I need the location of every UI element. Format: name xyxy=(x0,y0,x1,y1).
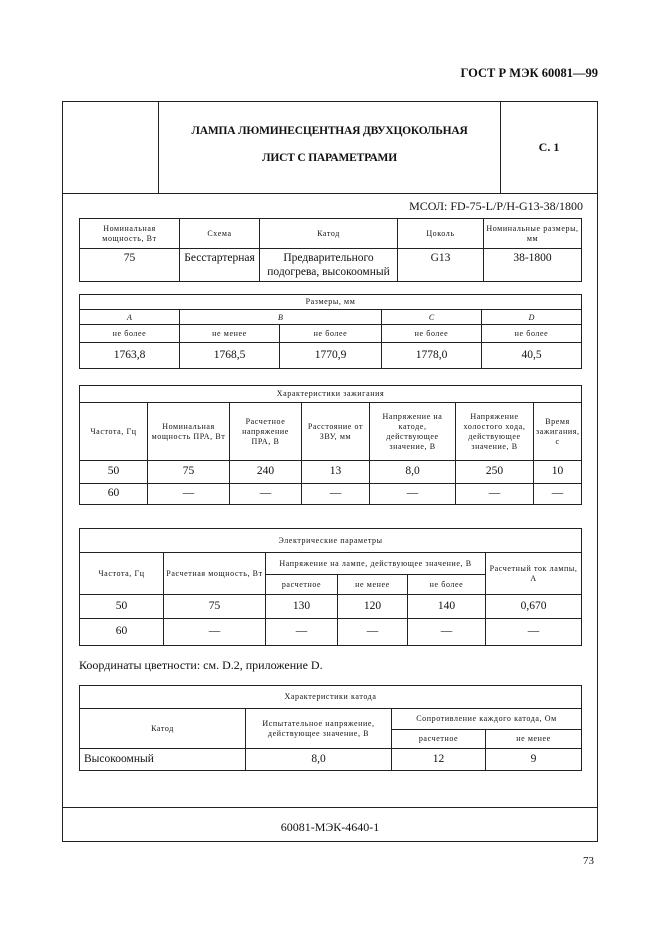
table-header-cell: Сопротивление каждого катода, Ом xyxy=(392,709,582,730)
table-cell: 10 xyxy=(534,461,582,484)
page-number: 73 xyxy=(583,855,594,867)
table-cell: — xyxy=(408,619,486,646)
title-block-page: С. 1 xyxy=(538,140,560,154)
table-cell: 75 xyxy=(148,461,230,484)
dimension-letter: C xyxy=(382,310,482,325)
table-cell: — xyxy=(266,619,338,646)
title-line-1: ЛАМПА ЛЮМИНЕСЦЕНТНАЯ ДВУХЦОКОЛЬНАЯ xyxy=(191,125,468,137)
table-header-cell: Напряжение на катоде, действующее значение, В xyxy=(370,403,456,461)
table-title: Электрические параметры xyxy=(80,529,582,553)
table-header-cell: Напряжение на лампе, действующее значение, В xyxy=(266,553,486,575)
footer-code: 60081-МЭК-4640-1 xyxy=(280,820,380,834)
table-cell: 13 xyxy=(302,461,370,484)
table-header-cell: Время зажигания, с xyxy=(534,403,582,461)
table-header-cell: Номинальная мощность ПРА, Вт xyxy=(148,403,230,461)
dimensions-table xyxy=(79,294,582,369)
lamp-designation: МСОЛ: FD-75-L/P/H-G13-38/1800 xyxy=(409,199,583,213)
table-cell: 60 xyxy=(80,619,164,646)
table-cell: — xyxy=(370,484,456,505)
table-cell: 1763,8 xyxy=(80,343,180,369)
limit-label: не более xyxy=(80,325,180,343)
table-cell: 60 xyxy=(80,484,148,505)
table-cell: — xyxy=(164,619,266,646)
table-cell: 130 xyxy=(266,595,338,619)
dimension-letter: D xyxy=(482,310,582,325)
footer-divider xyxy=(63,807,597,808)
table-header-cell: Схема xyxy=(180,219,260,249)
title-block xyxy=(63,102,597,194)
table-title: Характеристики зажигания xyxy=(80,386,582,403)
table-cell: 8,0 xyxy=(246,749,392,771)
table-cell: — xyxy=(456,484,534,505)
table-cell: Высокоомный xyxy=(80,749,246,771)
table-title: Характеристики катода xyxy=(80,686,582,709)
table-header-cell: Номинальная мощность, Вт xyxy=(80,219,180,249)
table-header-cell: Расчетная мощность, Вт xyxy=(164,553,266,595)
table-header-cell: Напряжение холостого хода, действующее значение, В xyxy=(456,403,534,461)
table-header-cell: Номинальные размеры, мм xyxy=(484,219,582,249)
limit-label: не более xyxy=(280,325,382,343)
table-cell: 50 xyxy=(80,595,164,619)
table-cell: — xyxy=(230,484,302,505)
title-block-left-cell xyxy=(63,102,159,193)
table-cell: — xyxy=(534,484,582,505)
table-subheader-cell: не менее xyxy=(338,575,408,595)
table-cell: 1770,9 xyxy=(280,343,382,369)
electrical-parameters-table xyxy=(79,528,582,646)
table-cell: G13 xyxy=(398,249,484,282)
dimension-letter: B xyxy=(180,310,382,325)
ignition-characteristics-table xyxy=(79,385,582,505)
limit-label: не более xyxy=(382,325,482,343)
table-cell: 140 xyxy=(408,595,486,619)
table-cell: 12 xyxy=(392,749,486,771)
table-cell: Предварительного подогрева, высокоомный xyxy=(260,249,398,282)
cathode-characteristics-table xyxy=(79,685,582,771)
main-parameters-table xyxy=(79,218,582,282)
table-cell: 75 xyxy=(80,249,180,282)
table-header-cell: Испытательное напряжение, действующее значение, В xyxy=(246,709,392,749)
table-subheader-cell: расчетное xyxy=(392,730,486,749)
table-cell: 1778,0 xyxy=(382,343,482,369)
title-line-2: ЛИСТ С ПАРАМЕТРАМИ xyxy=(262,152,397,164)
table-cell: 75 xyxy=(164,595,266,619)
table-cell: 50 xyxy=(80,461,148,484)
table-cell: 240 xyxy=(230,461,302,484)
table-header-cell: Катод xyxy=(260,219,398,249)
table-cell: — xyxy=(338,619,408,646)
table-header-cell: Расстояние от ЗВУ, мм xyxy=(302,403,370,461)
table-header-cell: Частота, Гц xyxy=(80,403,148,461)
table-header-cell: Расчетное напряжение ПРА, В xyxy=(230,403,302,461)
table-cell: 250 xyxy=(456,461,534,484)
document-frame xyxy=(62,101,598,842)
table-cell: 40,5 xyxy=(482,343,582,369)
table-cell: — xyxy=(486,619,582,646)
table-cell: 8,0 xyxy=(370,461,456,484)
table-cell: — xyxy=(302,484,370,505)
table-cell: Бесстартерная xyxy=(180,249,260,282)
table-cell: 38-1800 xyxy=(484,249,582,282)
limit-label: не менее xyxy=(180,325,280,343)
table-header-cell: Частота, Гц xyxy=(80,553,164,595)
dimension-letter: A xyxy=(80,310,180,325)
table-subheader-cell: расчетное xyxy=(266,575,338,595)
table-cell: 120 xyxy=(338,595,408,619)
table-cell: — xyxy=(148,484,230,505)
table-subheader-cell: не более xyxy=(408,575,486,595)
table-cell: 9 xyxy=(486,749,582,771)
title-block-title xyxy=(159,102,501,193)
document-code: ГОСТ Р МЭК 60081—99 xyxy=(460,66,598,80)
table-cell: 0,670 xyxy=(486,595,582,619)
table-subheader-cell: не менее xyxy=(486,730,582,749)
limit-label: не более xyxy=(482,325,582,343)
table-header-cell: Катод xyxy=(80,709,246,749)
table-header-cell: Расчетный ток лампы, А xyxy=(486,553,582,595)
table-cell: 1768,5 xyxy=(180,343,280,369)
table-header-cell: Цоколь xyxy=(398,219,484,249)
table-title: Размеры, мм xyxy=(80,295,582,310)
chromaticity-note: Координаты цветности: см. D.2, приложение D. xyxy=(79,658,323,672)
